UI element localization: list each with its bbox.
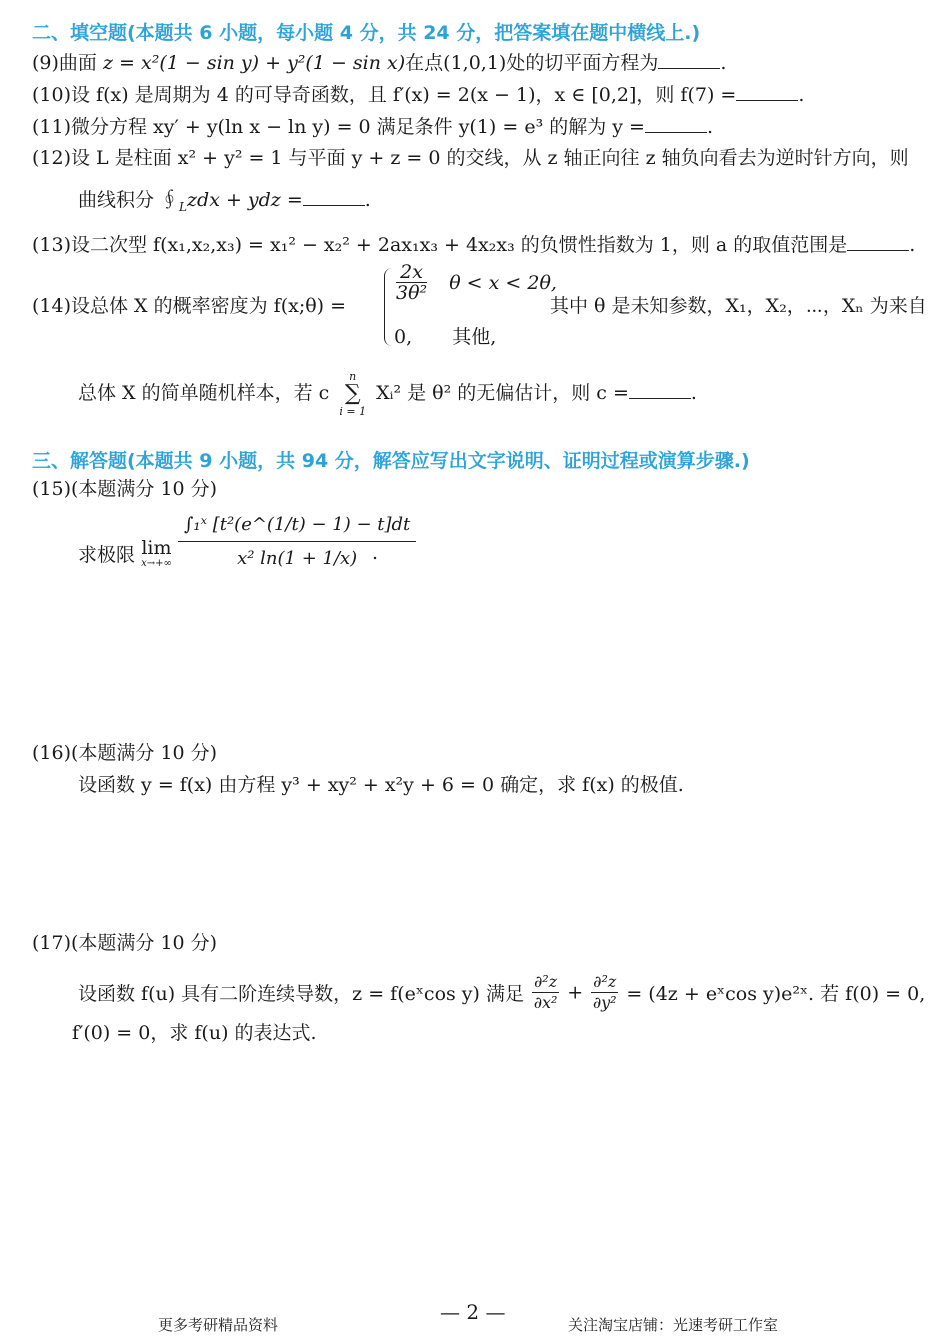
q9-end: . xyxy=(720,52,727,74)
footer-right-text: 关注淘宝店铺：光速考研工作室 xyxy=(568,1316,779,1334)
q9-equation: z = x²(1 − sin y) + y²(1 − sin x) xyxy=(102,52,406,74)
q10-text: 设 f(x) 是周期为 4 的可导奇函数，且 f′(x) = 2(x − 1)，x ∈ [0,2]，则 f(7) = xyxy=(71,84,737,106)
q17-plus: + xyxy=(567,981,584,1004)
q14-frac-num: 2x xyxy=(396,262,427,283)
q12-text: 设 L 是柱面 x² + y² = 1 与平面 y + z = 0 的交线，从 z 轴正向往 z 轴负向看去为逆时针方向，则 xyxy=(71,147,909,169)
question-12 xyxy=(32,143,920,173)
question-14 xyxy=(32,291,346,318)
q11-number: (11) xyxy=(32,116,72,138)
q9-number: (9) xyxy=(32,52,59,74)
q14-sum-bottom: i = 1 xyxy=(339,405,367,418)
q14-post: 其中 θ 是未知参数，X₁，X₂，⋯，Xₙ 为来自 xyxy=(550,295,927,317)
q9-answer-blank[interactable] xyxy=(658,50,720,69)
q14-line2 xyxy=(78,370,697,418)
q14-cond1: θ < x < 2θ, xyxy=(449,271,557,294)
q10-number: (10) xyxy=(32,84,72,106)
q15-denominator: x² ln(1 + 1/x) xyxy=(237,548,358,569)
q11-answer-blank[interactable] xyxy=(645,114,707,133)
q9-post: 在点(1,0,1)处的切平面方程为 xyxy=(405,52,659,74)
q12-text2: 曲线积分 ∮ xyxy=(78,189,180,211)
q14-cond2: 其他, xyxy=(452,326,497,348)
q17-line1 xyxy=(78,972,925,1013)
page-number: — 2 — xyxy=(440,1300,506,1324)
q17-pd1-den: ∂x² xyxy=(533,993,558,1012)
q16-text: 设函数 y = f(x) 由方程 y³ + xy² + x²y + 6 = 0 确定，求 f(x) 的极值. xyxy=(78,774,684,796)
q17-pd2-den: ∂y² xyxy=(592,993,617,1012)
q12-text3: zdx + ydz = xyxy=(187,189,303,211)
q12-contour-sub: L xyxy=(179,199,188,214)
q13-answer-blank[interactable] xyxy=(847,232,909,251)
q14-line2b: Xᵢ² 是 θ² 的无偏估计，则 c = xyxy=(376,382,629,404)
q12-end: . xyxy=(364,189,371,211)
question-9 xyxy=(32,48,920,78)
q14-case2-value: 0, xyxy=(394,326,413,348)
sum-icon: ∑ xyxy=(344,381,361,406)
q17-score: (本题满分 10 分) xyxy=(71,932,218,954)
q14-frac-den: 3θ² xyxy=(396,282,428,304)
q14-answer-blank[interactable] xyxy=(629,380,691,399)
question-12-line2 xyxy=(78,185,920,222)
q14-line2-text: 总体 X 的简单随机样本，若 c xyxy=(78,382,330,404)
q15-lim-sub: x→+∞ xyxy=(141,558,172,569)
question-10 xyxy=(32,80,920,110)
q15-limit xyxy=(141,537,172,572)
question-15-header xyxy=(32,474,920,504)
q13-text: 设二次型 f(x₁,x₂,x₃) = x₁² − x₂² + 2ax₁x₃ + 4x₂x₃ 的负惯性指数为 1，则 a 的取值范围是 xyxy=(71,234,848,256)
question-17-header xyxy=(32,928,920,958)
footer-left-text: 更多考研精品资料 xyxy=(158,1316,279,1334)
q14-case2 xyxy=(394,322,496,349)
q15-lim: lim xyxy=(141,537,172,559)
q14-pre: 设总体 X 的概率密度为 f(x;θ) = xyxy=(71,295,347,317)
q12-number: (12) xyxy=(32,147,72,169)
q15-end: . xyxy=(372,542,379,564)
q16-score: (本题满分 10 分) xyxy=(71,742,218,764)
question-11 xyxy=(32,112,920,142)
q15-pre: 求极限 xyxy=(78,544,136,566)
q14-number: (14) xyxy=(32,295,72,317)
q15-pre-line xyxy=(78,537,172,572)
q14-case1 xyxy=(394,262,557,303)
q14-sum-top: n xyxy=(349,370,357,383)
q15-number: (15) xyxy=(32,478,72,500)
q14-sum xyxy=(339,370,366,418)
question-16-header xyxy=(32,738,920,768)
q9-pre: 曲面 xyxy=(58,52,97,74)
q16-number: (16) xyxy=(32,742,72,764)
q15-numerator: ∫₁ˣ [t²(e^(1/t) − 1) − t]dt xyxy=(178,510,416,542)
q10-end: . xyxy=(798,84,805,106)
section-3-heading: 三、解答题(本题共 9 小题，共 94 分，解答应写出文字说明、证明过程或演算步骤.) xyxy=(32,450,750,472)
q15-score: (本题满分 10 分) xyxy=(71,478,218,500)
question-13 xyxy=(32,230,920,260)
q15-fraction xyxy=(178,510,416,569)
q17-pd1-num: ∂²z xyxy=(534,972,558,991)
section-2-heading: 二、填空题(本题共 6 小题，每小题 4 分，共 24 分，把答案填在题中横线上.) xyxy=(32,22,701,44)
q17-text: 设函数 f(u) 具有二阶连续导数，z = f(eˣcos y) 满足 xyxy=(78,983,524,1005)
q11-end: . xyxy=(706,116,714,138)
q13-number: (13) xyxy=(32,234,72,256)
q10-answer-blank[interactable] xyxy=(736,82,798,101)
q17-line2: f′(0) = 0，求 f(u) 的表达式. xyxy=(72,1022,317,1044)
q14-end: . xyxy=(690,382,697,404)
q12-answer-blank[interactable] xyxy=(303,187,365,206)
q11-text: 微分方程 xy′ + y(ln x − ln y) = 0 满足条件 y(1) = e³ 的解为 y = xyxy=(71,116,645,138)
q13-end: . xyxy=(909,234,916,256)
q17-rhs: = (4z + eˣcos y)e²ˣ. 若 f(0) = 0, xyxy=(626,983,926,1005)
q17-number: (17) xyxy=(32,932,72,954)
q17-pd2-num: ∂²z xyxy=(593,972,617,991)
